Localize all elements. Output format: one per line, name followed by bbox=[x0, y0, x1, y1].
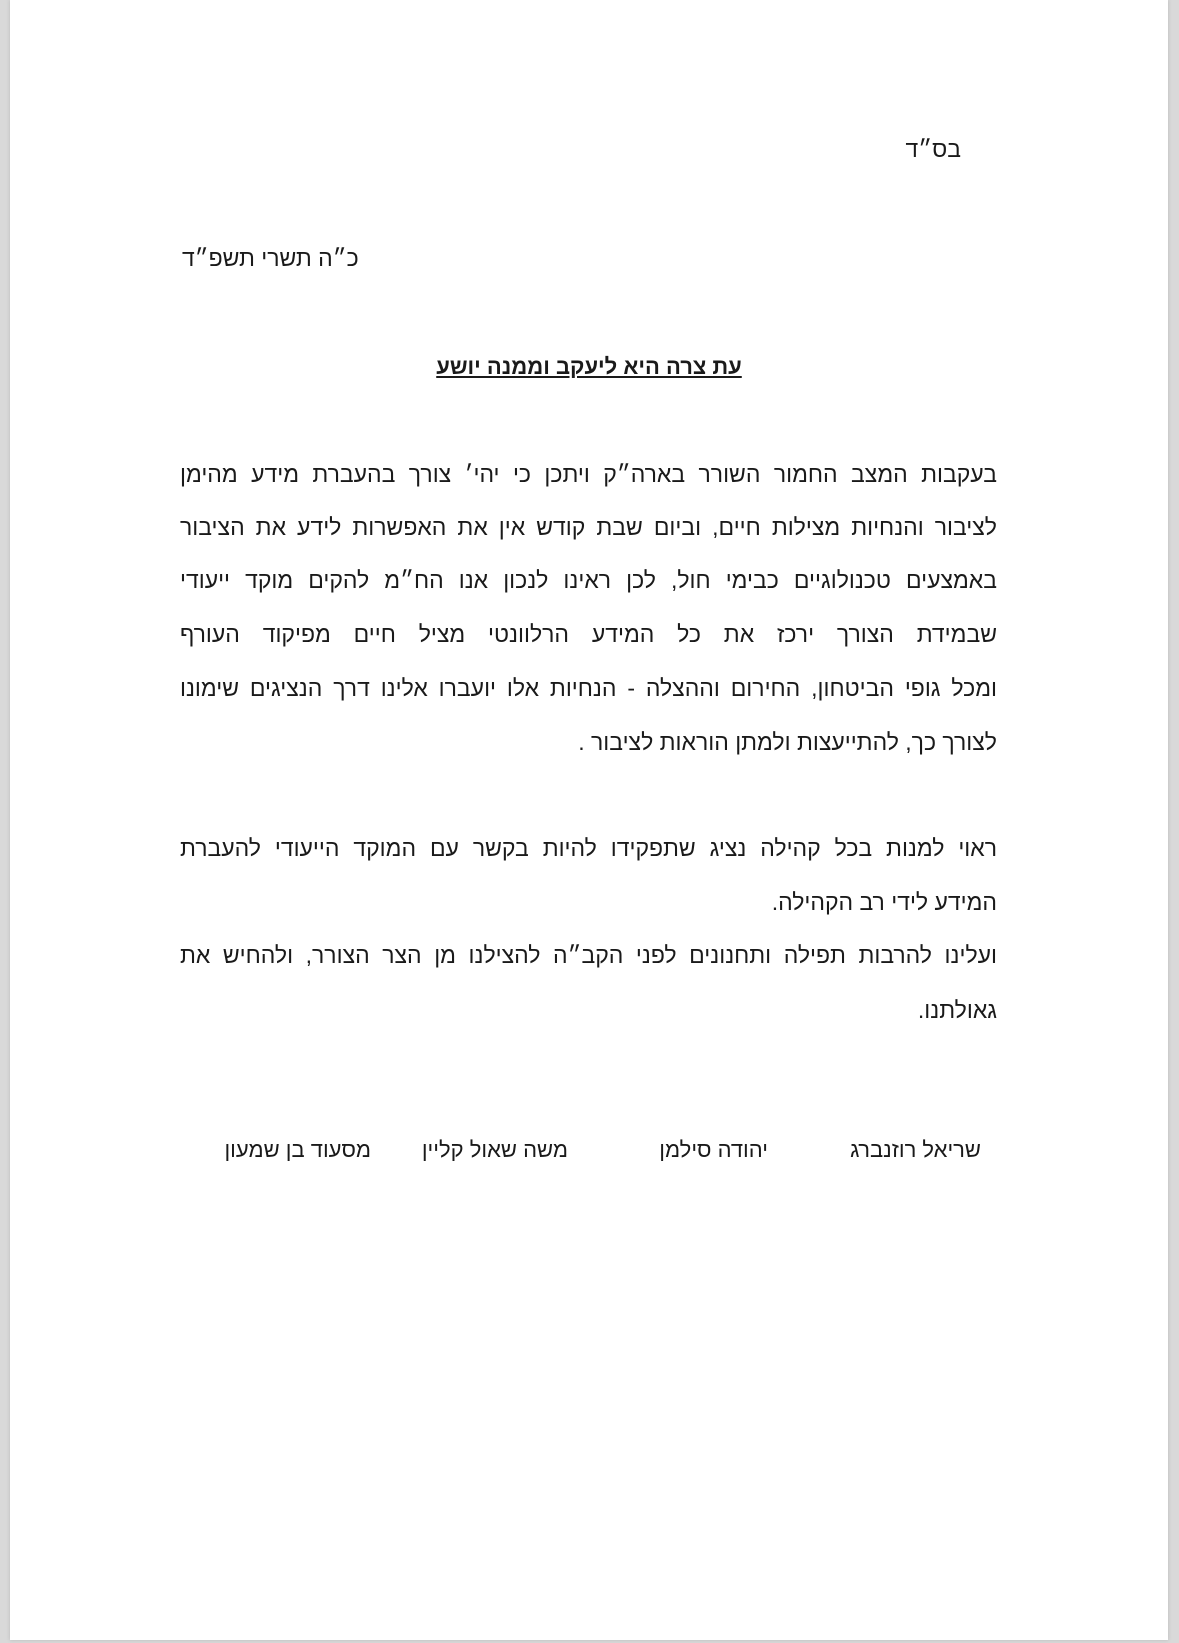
document-title: עת צרה היא ליעקב וממנה יושע bbox=[436, 354, 742, 379]
body-line: בעקבות המצב החמור השורר בארה״ק ויתכן כי יהי׳ צורך בהעברת מידע מהימן bbox=[180, 461, 997, 487]
body-line: לציבור והנחיות מצילות חיים, וביום שבת קודש אין את האפשרות לידע את הציבור bbox=[180, 514, 997, 540]
signatory-name: יהודה סילמן bbox=[659, 1137, 768, 1162]
date-line: כ״ה תשרי תשפ״ד bbox=[182, 245, 359, 271]
body-line: שבמידת הצורך ירכז את כל המידע הרלוונטי מציל חיים מפיקוד העורף bbox=[180, 621, 997, 647]
body-line: המידע לידי רב הקהילה. bbox=[771, 889, 997, 915]
body-line: לצורך כך, להתייעצות ולמתן הוראות לציבור . bbox=[578, 729, 997, 755]
body-line: גאולתנו. bbox=[917, 997, 997, 1023]
body-line: באמצעים טכנולוגיים כבימי חול, לכן ראינו לנכון אנו הח״מ להקים מוקד ייעודי bbox=[180, 567, 997, 593]
body-line: ועלינו להרבות תפילה ותחנונים לפני הקב״ה להצילנו מן הצר הצורר, ולהחיש את bbox=[180, 942, 997, 968]
signatory-name: שריאל רוזנברג bbox=[850, 1137, 981, 1162]
signatory-name: מסעוד בן שמעון bbox=[224, 1137, 371, 1162]
signatory-name: משה שאול קליין bbox=[421, 1137, 568, 1162]
body-line: ראוי למנות בכל קהילה נציג שתפקידו להיות בקשר עם המוקד הייעודי להעברת bbox=[180, 835, 997, 861]
body-line: ומכל גופי הביטחון, החירום וההצלה - הנחיות אלו יועברו אלינו דרך הנציגים שימונו bbox=[180, 675, 997, 701]
header-mark: בס״ד bbox=[905, 136, 961, 162]
document-page bbox=[10, 0, 1168, 1640]
